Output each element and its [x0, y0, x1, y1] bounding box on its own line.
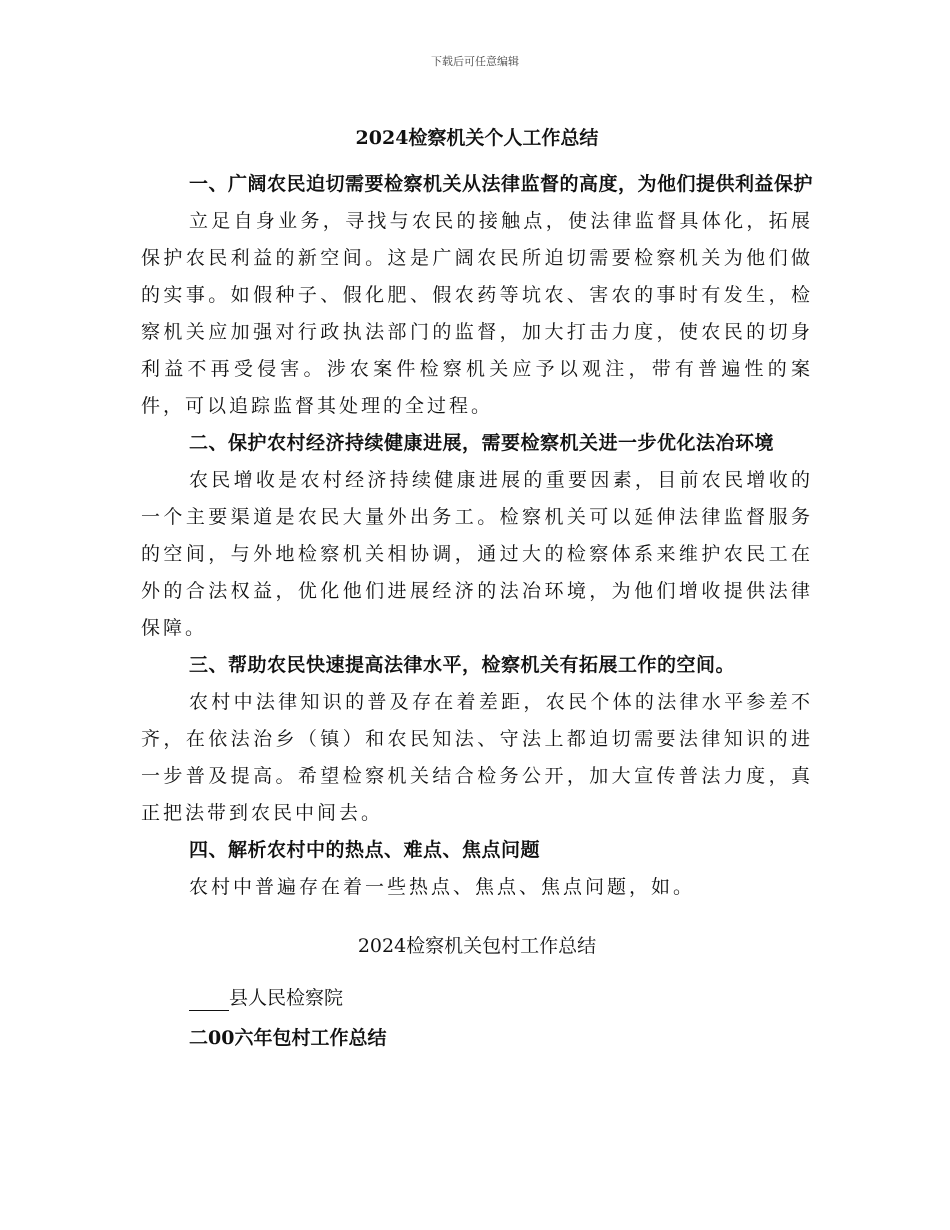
section-heading-3: 三、帮助农民快速提高法律水平，检察机关有拓展工作的空间。 [189, 654, 736, 676]
organization-name: 县人民检察院 [229, 987, 344, 1009]
section-heading-2: 二、保护农村经济持续健康进展，需要检察机关进一步优化法冶环境 [189, 432, 775, 454]
section-body-4: 农村中普遍存在着一些热点、焦点、焦点问题，如。 [189, 876, 696, 898]
section-body-1: 立足自身业务，寻找与农民的接触点，使法律监督具体化，拓展保护农民利益的新空间。这是广阔农民所迫切需要检察机关为他们做的实事。如假种子、假化肥、假农药等坑农、害农的事时有发生，检察机关应加强对行政执法部门的监督，加大打击力度，使农民的切身利益不再受侵害。涉农案件检察机关应予以观注，带有普遍性的案件，可以追踪监督其处理的全过程。 [141, 210, 813, 417]
second-document-subtitle: 二00六年包村工作总结 [189, 1027, 387, 1049]
section-body-3: 农村中法律知识的普及存在着差距，农民个体的法律水平参差不齐，在依法治乡（镇）和农民知法、守法上都迫切需要法律知识的进一步普及提高。希望检察机关结合检务公开，加大宣传普法力度，真正把法带到农民中间去。 [141, 691, 813, 824]
section-body-2: 农民增收是农村经济持续健康进展的重要因素，目前农民增收的一个主要渠道是农民大量外出务工。检察机关可以延伸法律监督服务的空间，与外地检察机关相协调，通过大的检察体系来维护农民工在外的合法权益，优化他们进展经济的法冶环境，为他们增收提供法律保障。 [141, 469, 813, 639]
document-body [141, 118, 813, 1058]
organization-line [141, 978, 813, 1018]
header-note: 下载后可任意编辑 [431, 55, 519, 68]
second-document-title: 2024检察机关包村工作总结 [357, 935, 597, 957]
fill-in-blank [189, 1010, 229, 1011]
section-heading-4: 四、解析农村中的热点、难点、焦点问题 [189, 839, 541, 861]
document-title: 2024检察机关个人工作总结 [355, 127, 599, 149]
section-heading-1: 一、广阔农民迫切需要检察机关从法律监督的高度，为他们提供利益保护 [189, 173, 814, 195]
